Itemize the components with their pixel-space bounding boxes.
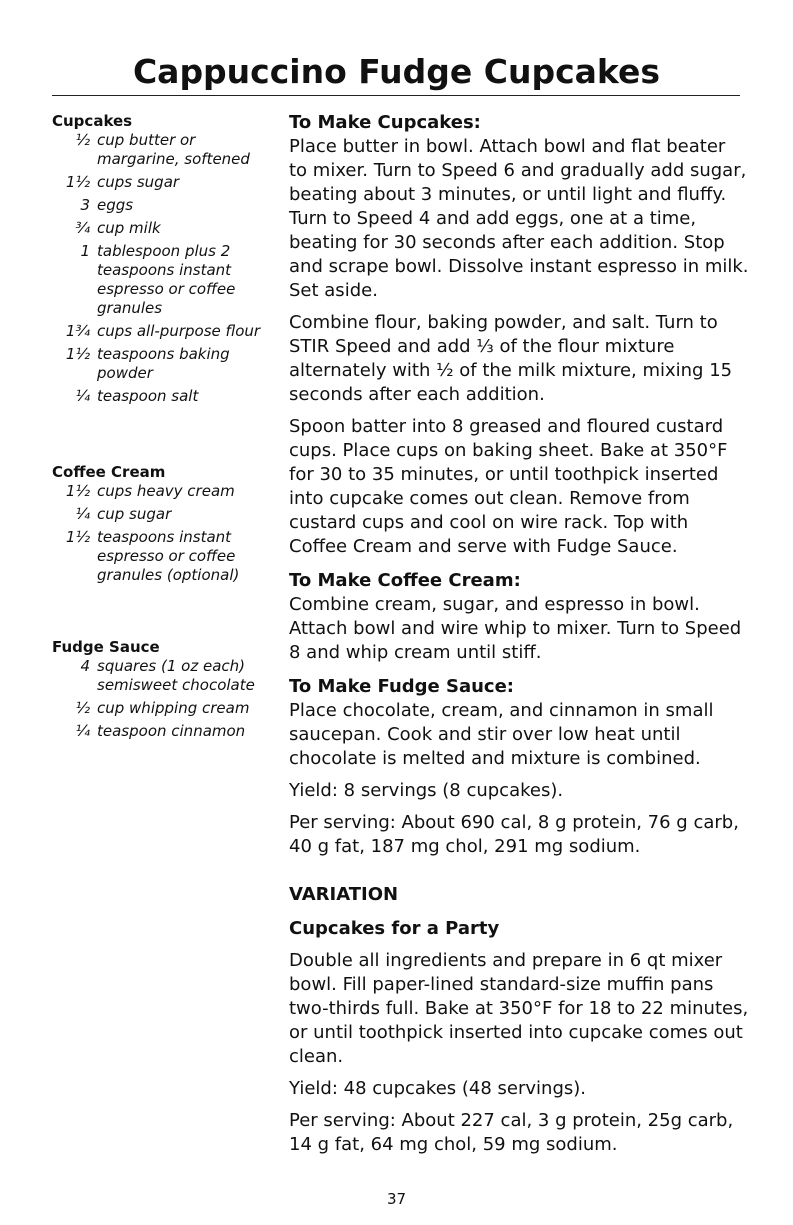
ingredient-item bbox=[52, 387, 274, 406]
ingredient-qty: ½ bbox=[75, 131, 90, 149]
ingredient-text: cup sugar bbox=[97, 505, 172, 523]
variation-label: VARIATION bbox=[289, 884, 399, 905]
cupcakes-step-2: Combine flour, baking powder, and salt. Turn to STIR Speed and add ⅓ of the flour mixture alternately with ½ of the milk mixture, mixing 15 seconds after each addition. bbox=[289, 312, 733, 405]
ingredient-qty: 1½ bbox=[65, 482, 90, 500]
ingredients-column bbox=[52, 111, 274, 741]
variation-yield: Yield: 48 cupcakes (48 servings). bbox=[289, 1078, 586, 1099]
fudge-sauce-step: Place chocolate, cream, and cinnamon in small saucepan. Cook and stir over low heat until chocolate is melted and mixture is combined. bbox=[289, 700, 714, 769]
coffee-cream-step: Combine cream, sugar, and espresso in bowl. Attach bowl and wire whip to mixer. Turn to Speed 8 and whip cream until stiff. bbox=[289, 594, 742, 663]
ingredient-text: tablespoon plus 2 teaspoons instant espresso or coffee granules bbox=[97, 242, 236, 317]
ingredient-item bbox=[52, 242, 274, 318]
ingredient-text: squares (1 oz each) semisweet chocolate bbox=[97, 657, 255, 694]
ingredient-qty: ¾ bbox=[75, 219, 90, 237]
ingredient-list bbox=[52, 482, 274, 585]
ingredient-text: teaspoon salt bbox=[97, 387, 199, 405]
ingredient-item bbox=[52, 219, 274, 238]
ingredient-qty: 1½ bbox=[65, 528, 90, 546]
coffee-cream-directions-heading: To Make Coffee Cream: bbox=[289, 570, 521, 591]
ingredient-item bbox=[52, 482, 274, 501]
ingredient-text: cup milk bbox=[97, 219, 161, 237]
fudge-sauce-directions-heading: To Make Fudge Sauce: bbox=[289, 676, 514, 697]
cupcakes-step-3: Spoon batter into 8 greased and floured custard cups. Place cups on baking sheet. Bake at 350°F for 30 to 35 minutes, or until toothpick inserted into cupcake comes out clean. Remove from custard cups and cool on wire rack. Top with Coffee Cream and serve with Fudge Sauce. bbox=[289, 416, 728, 557]
ingredient-item bbox=[52, 505, 274, 524]
ingredient-qty: 1½ bbox=[65, 173, 90, 191]
ingredient-qty: ¼ bbox=[75, 387, 90, 405]
ingredient-text: teaspoons instant espresso or coffee granules (optional) bbox=[97, 528, 240, 584]
ingredient-list bbox=[52, 131, 274, 406]
ingredient-item bbox=[52, 173, 274, 192]
ingredient-list bbox=[52, 657, 274, 741]
page-number: 37 bbox=[386, 1190, 407, 1208]
ingredient-qty: ¼ bbox=[75, 505, 90, 523]
ingredient-group-heading: Coffee Cream bbox=[52, 463, 166, 481]
ingredient-text: cup butter or margarine, softened bbox=[97, 131, 250, 168]
variation-nutrition: Per serving: About 227 cal, 3 g protein, 25g carb, 14 g fat, 64 mg chol, 59 mg sodium. bbox=[289, 1110, 734, 1155]
ingredient-qty: 1¾ bbox=[65, 322, 90, 340]
ingredient-qty: 3 bbox=[80, 196, 90, 214]
ingredient-qty: 4 bbox=[80, 657, 90, 675]
ingredient-item bbox=[52, 528, 274, 585]
ingredient-qty: ¼ bbox=[75, 722, 90, 740]
page-title: Cappuccino Fudge Cupcakes bbox=[132, 52, 661, 91]
ingredient-text: cups all-purpose flour bbox=[97, 322, 261, 340]
ingredient-text: eggs bbox=[97, 196, 134, 214]
ingredient-text: teaspoon cinnamon bbox=[97, 722, 246, 740]
ingredient-qty: ½ bbox=[75, 699, 90, 717]
ingredient-qty: 1½ bbox=[65, 345, 90, 363]
variation-heading: Cupcakes for a Party bbox=[289, 918, 500, 939]
ingredient-item bbox=[52, 322, 274, 341]
ingredient-item bbox=[52, 699, 274, 718]
cupcakes-directions-heading: To Make Cupcakes: bbox=[289, 112, 481, 133]
ingredient-item bbox=[52, 722, 274, 741]
ingredient-item bbox=[52, 657, 274, 695]
ingredient-item bbox=[52, 345, 274, 383]
ingredient-group-heading: Fudge Sauce bbox=[52, 638, 160, 656]
ingredient-group-heading: Cupcakes bbox=[52, 112, 133, 130]
ingredient-item bbox=[52, 131, 274, 169]
directions-column bbox=[289, 111, 749, 1157]
yield-text: Yield: 8 servings (8 cupcakes). bbox=[289, 780, 564, 801]
ingredient-item bbox=[52, 196, 274, 215]
ingredient-text: cups sugar bbox=[97, 173, 180, 191]
ingredient-qty: 1 bbox=[80, 242, 90, 260]
cupcakes-step-1: Place butter in bowl. Attach bowl and flat beater to mixer. Turn to Speed 6 and gradually add sugar, beating about 3 minutes, or until light and fluffy. Turn to Speed 4 and add eggs, one at a time, beating for 30 seconds after each addition. Stop and scrape bowl. Dissolve instant espresso in milk. Set aside. bbox=[289, 136, 749, 301]
ingredient-text: teaspoons baking powder bbox=[97, 345, 230, 382]
ingredient-text: cup whipping cream bbox=[97, 699, 250, 717]
nutrition-text: Per serving: About 690 cal, 8 g protein, 76 g carb, 40 g fat, 187 mg chol, 291 mg sodium. bbox=[289, 812, 739, 857]
ingredient-text: cups heavy cream bbox=[97, 482, 235, 500]
title-rule bbox=[52, 95, 740, 96]
variation-text: Double all ingredients and prepare in 6 qt mixer bowl. Fill paper-lined standard-size muffin pans two-thirds full. Bake at 350°F for 18 to 22 minutes, or until toothpick inserted into cupcake comes out clean. bbox=[289, 950, 749, 1067]
